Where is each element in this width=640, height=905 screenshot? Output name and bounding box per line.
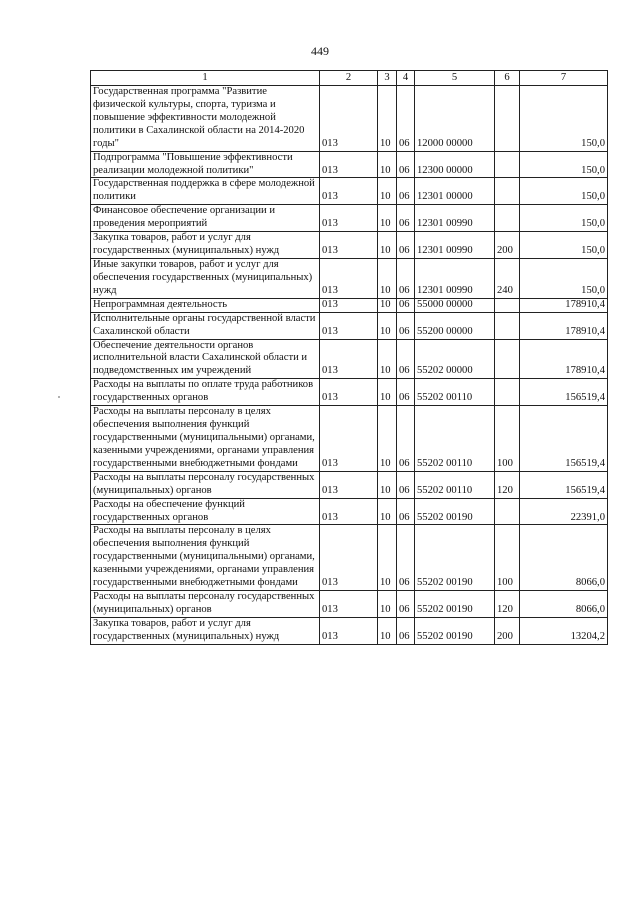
subsection-code: 06 [397, 205, 415, 232]
amount: 13204,2 [520, 617, 608, 644]
subsection-code: 06 [397, 617, 415, 644]
amount: 8066,0 [520, 591, 608, 618]
row-name: Расходы на выплаты персоналу в целях обеспечения выполнения функций государственными (муниципальными) органами, казенными учреждениями, органами управления государственными внебюджетными фондами [91, 525, 320, 591]
amount: 178910,4 [520, 312, 608, 339]
amount: 150,0 [520, 205, 608, 232]
table-row [91, 406, 608, 472]
section-code: 10 [378, 525, 397, 591]
table-row [91, 298, 608, 312]
target-code: 55202 00190 [415, 617, 495, 644]
expense-type-code: 240 [495, 258, 520, 298]
row-name: Закупка товаров, работ и услуг для государственных (муниципальных) нужд [91, 617, 320, 644]
table-row [91, 471, 608, 498]
scan-speck [58, 396, 60, 398]
table-row [91, 617, 608, 644]
target-code: 12301 00990 [415, 232, 495, 259]
ministry-code: 013 [320, 379, 378, 406]
header-row [91, 71, 608, 86]
column-header-subsection: 4 [397, 71, 415, 86]
table-row [91, 205, 608, 232]
amount: 156519,4 [520, 379, 608, 406]
ministry-code: 013 [320, 471, 378, 498]
row-name: Иные закупки товаров, работ и услуг для обеспечения государственных (муниципальных) нужд [91, 258, 320, 298]
table-row [91, 591, 608, 618]
amount: 178910,4 [520, 298, 608, 312]
expense-type-code [495, 86, 520, 152]
expense-type-code: 200 [495, 617, 520, 644]
table-row [91, 151, 608, 178]
subsection-code: 06 [397, 232, 415, 259]
amount: 156519,4 [520, 406, 608, 472]
subsection-code: 06 [397, 591, 415, 618]
expense-type-code: 100 [495, 406, 520, 472]
table-row [91, 339, 608, 379]
subsection-code: 06 [397, 151, 415, 178]
row-name: Государственная поддержка в сфере молодежной политики [91, 178, 320, 205]
subsection-code: 06 [397, 525, 415, 591]
target-code: 55202 00110 [415, 406, 495, 472]
ministry-code: 013 [320, 339, 378, 379]
subsection-code: 06 [397, 178, 415, 205]
section-code: 10 [378, 591, 397, 618]
table-row [91, 258, 608, 298]
section-code: 10 [378, 406, 397, 472]
target-code: 55202 00110 [415, 379, 495, 406]
target-code: 12000 00000 [415, 86, 495, 152]
subsection-code: 06 [397, 86, 415, 152]
subsection-code: 06 [397, 379, 415, 406]
row-name: Обеспечение деятельности органов исполнительной власти Сахалинской области и подведомственных им учреждений [91, 339, 320, 379]
row-name: Финансовое обеспечение организации и проведения мероприятий [91, 205, 320, 232]
target-code: 55202 00190 [415, 498, 495, 525]
subsection-code: 06 [397, 471, 415, 498]
ministry-code: 013 [320, 617, 378, 644]
subsection-code: 06 [397, 406, 415, 472]
subsection-code: 06 [397, 258, 415, 298]
ministry-code: 013 [320, 298, 378, 312]
row-name: Подпрограмма "Повышение эффективности реализации молодежной политики" [91, 151, 320, 178]
row-name: Расходы на выплаты персоналу государственных (муниципальных) органов [91, 471, 320, 498]
subsection-code: 06 [397, 498, 415, 525]
column-header-name: 1 [91, 71, 320, 86]
table-row [91, 86, 608, 152]
amount: 150,0 [520, 151, 608, 178]
section-code: 10 [378, 205, 397, 232]
row-name: Расходы на выплаты персоналу в целях обеспечения выполнения функций государственными (муниципальными) органами, казенными учреждениями, органами управления государственными внебюджетными фондами [91, 406, 320, 472]
expense-type-code: 120 [495, 591, 520, 618]
target-code: 12301 00990 [415, 258, 495, 298]
section-code: 10 [378, 86, 397, 152]
section-code: 10 [378, 379, 397, 406]
target-code: 55202 00000 [415, 339, 495, 379]
ministry-code: 013 [320, 178, 378, 205]
row-name: Расходы на обеспечение функций государственных органов [91, 498, 320, 525]
expense-type-code [495, 339, 520, 379]
ministry-code: 013 [320, 591, 378, 618]
ministry-code: 013 [320, 525, 378, 591]
table-row [91, 498, 608, 525]
amount: 22391,0 [520, 498, 608, 525]
section-code: 10 [378, 617, 397, 644]
column-header-section: 3 [378, 71, 397, 86]
ministry-code: 013 [320, 232, 378, 259]
column-header-amount: 7 [520, 71, 608, 86]
target-code: 55000 00000 [415, 298, 495, 312]
ministry-code: 013 [320, 406, 378, 472]
row-name: Расходы на выплаты персоналу государственных (муниципальных) органов [91, 591, 320, 618]
table-row [91, 379, 608, 406]
target-code: 55202 00190 [415, 591, 495, 618]
ministry-code: 013 [320, 151, 378, 178]
section-code: 10 [378, 151, 397, 178]
ministry-code: 013 [320, 312, 378, 339]
amount: 150,0 [520, 232, 608, 259]
amount: 150,0 [520, 86, 608, 152]
row-name: Расходы на выплаты по оплате труда работников государственных органов [91, 379, 320, 406]
expense-type-code: 200 [495, 232, 520, 259]
subsection-code: 06 [397, 312, 415, 339]
subsection-code: 06 [397, 339, 415, 379]
table-row [91, 178, 608, 205]
ministry-code: 013 [320, 498, 378, 525]
row-name: Государственная программа "Развитие физической культуры, спорта, туризма и повышение эффективности молодежной политики в Сахалинской области на 2014-2020 годы" [91, 86, 320, 152]
section-code: 10 [378, 339, 397, 379]
section-code: 10 [378, 232, 397, 259]
table-body [91, 86, 608, 645]
row-name: Непрограммная деятельность [91, 298, 320, 312]
target-code: 12301 00000 [415, 178, 495, 205]
target-code: 55200 00000 [415, 312, 495, 339]
column-header-ministry: 2 [320, 71, 378, 86]
amount: 8066,0 [520, 525, 608, 591]
subsection-code: 06 [397, 298, 415, 312]
amount: 178910,4 [520, 339, 608, 379]
budget-table [90, 70, 608, 645]
amount: 150,0 [520, 258, 608, 298]
target-code: 12300 00000 [415, 151, 495, 178]
section-code: 10 [378, 178, 397, 205]
page-number: 449 [311, 44, 329, 58]
column-header-target: 5 [415, 71, 495, 86]
expense-type-code [495, 498, 520, 525]
expense-type-code [495, 379, 520, 406]
expense-type-code: 120 [495, 471, 520, 498]
expense-type-code [495, 151, 520, 178]
column-header-expense: 6 [495, 71, 520, 86]
section-code: 10 [378, 258, 397, 298]
amount: 156519,4 [520, 471, 608, 498]
section-code: 10 [378, 471, 397, 498]
expense-type-code [495, 205, 520, 232]
ministry-code: 013 [320, 86, 378, 152]
target-code: 55202 00190 [415, 525, 495, 591]
table-row [91, 525, 608, 591]
expense-type-code [495, 298, 520, 312]
amount: 150,0 [520, 178, 608, 205]
ministry-code: 013 [320, 205, 378, 232]
table-row [91, 232, 608, 259]
section-code: 10 [378, 312, 397, 339]
target-code: 55202 00110 [415, 471, 495, 498]
row-name: Закупка товаров, работ и услуг для государственных (муниципальных) нужд [91, 232, 320, 259]
expense-type-code [495, 312, 520, 339]
ministry-code: 013 [320, 258, 378, 298]
expense-type-code: 100 [495, 525, 520, 591]
section-code: 10 [378, 298, 397, 312]
expense-type-code [495, 178, 520, 205]
row-name: Исполнительные органы государственной власти Сахалинской области [91, 312, 320, 339]
section-code: 10 [378, 498, 397, 525]
table-row [91, 312, 608, 339]
target-code: 12301 00990 [415, 205, 495, 232]
